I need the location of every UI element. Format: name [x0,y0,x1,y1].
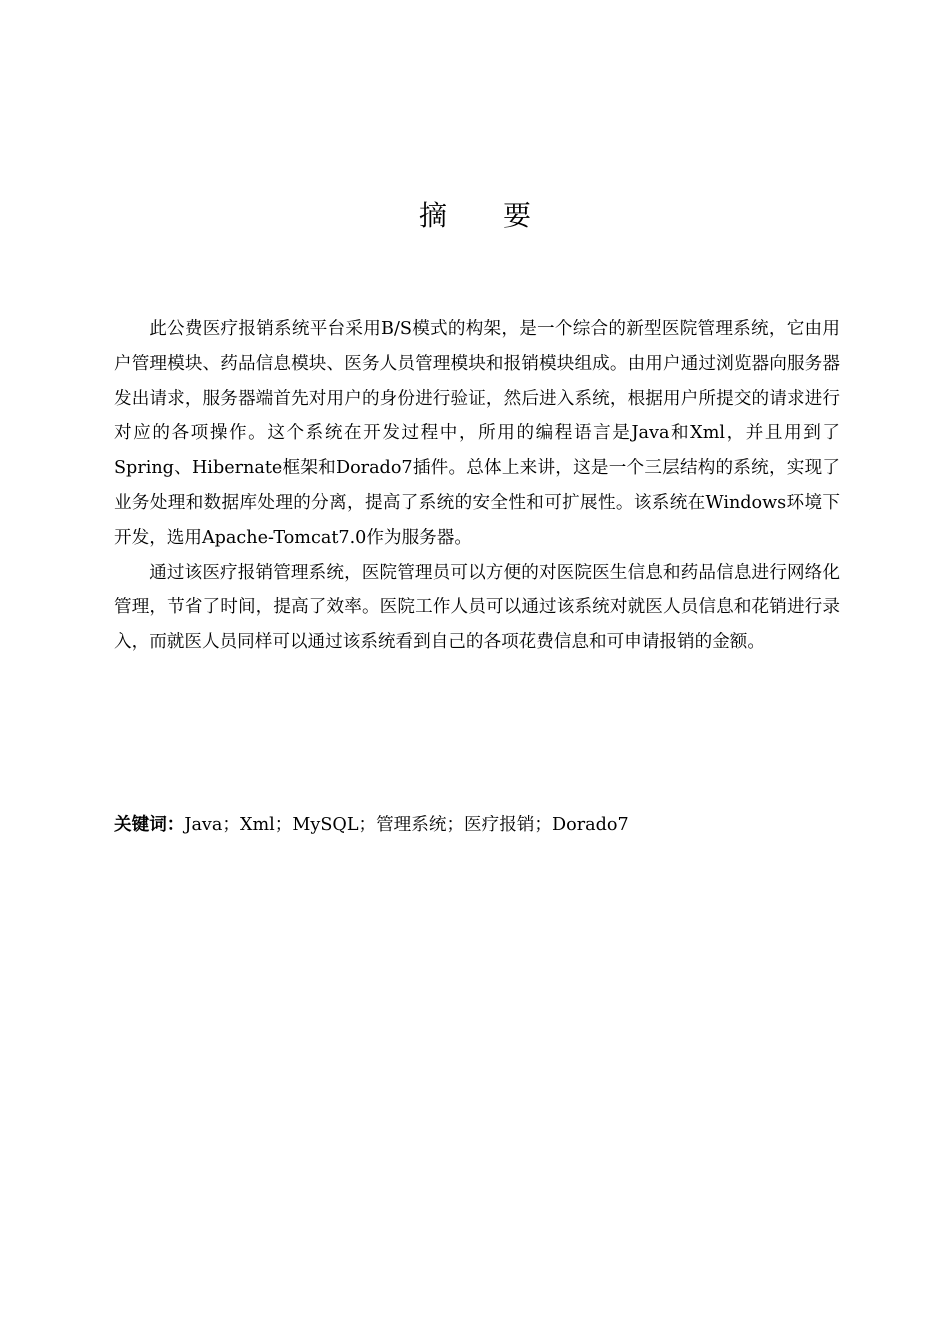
abstract-title [0,196,950,236]
keywords-line [114,808,840,842]
abstract-paragraph-2: 通过该医疗报销管理系统，医院管理员可以方便的对医院医生信息和药品信息进行网络化管理，节省了时间，提高了效率。医院工作人员可以通过该系统对就医人员信息和花销进行录入，而就医人员同样可以通过该系统看到自己的各项花费信息和可申请报销的金额。 [114,562,840,653]
abstract-title-char-1: 摘 [418,199,447,232]
keywords-text: Java；Xml；MySQL；管理系统；医疗报销；Dorado7 [184,815,629,835]
abstract-body [114,312,840,660]
abstract-paragraph-1: 此公费医疗报销系统平台采用B/S模式的构架，是一个综合的新型医院管理系统，它由用户管理模块、药品信息模块、医务人员管理模块和报销模块组成。由用户通过浏览器向服务器发出请求，服务器端首先对用户的身份进行验证，然后进入系统，根据用户所提交的请求进行对应的各项操作。这个系统在开发过程中，所用的编程语言是Java和Xml，并且用到了Spring、Hibernate框架和Dorado7插件。总体上来讲，这是一个三层结构的系统，实现了业务处理和数据库处理的分离，提高了系统的安全性和可扩展性。该系统在Windows环境下开发，选用Apache-Tomcat7.0作为服务器。 [114,319,840,548]
abstract-title-char-2: 要 [503,199,532,232]
keywords-label: 关键词： [114,814,185,835]
